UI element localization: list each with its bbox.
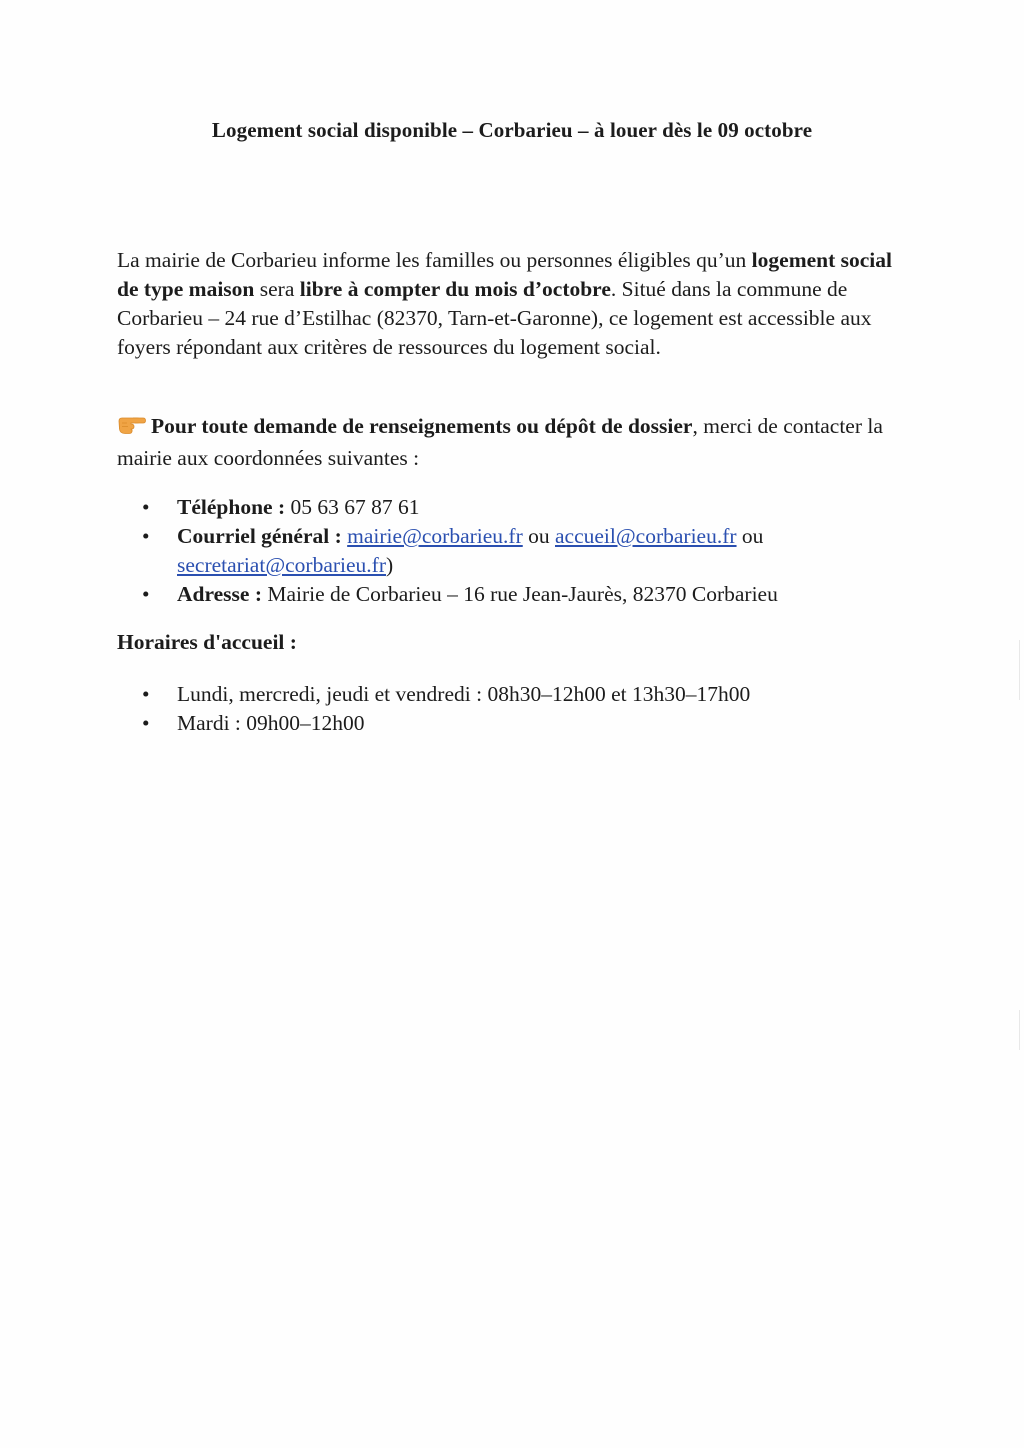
bullet: •: [142, 495, 150, 519]
hours-heading: Horaires d'accueil :: [117, 630, 297, 654]
address-label: Adresse :: [177, 582, 262, 606]
list-item-email: [117, 522, 917, 580]
email-label: Courriel général :: [177, 524, 342, 548]
email-link-secretariat[interactable]: secretariat@corbarieu.fr: [177, 553, 386, 577]
bullet: •: [142, 582, 150, 606]
bullet: •: [142, 682, 150, 706]
hours-item-tuesday: [117, 709, 917, 738]
email-link-mairie[interactable]: mairie@corbarieu.fr: [347, 524, 523, 548]
phone-label: Téléphone :: [177, 495, 286, 519]
contact-intro-paragraph: [117, 412, 917, 473]
intro-bold-availability: libre à compter du mois d’octobre: [299, 277, 611, 301]
email-link-accueil[interactable]: accueil@corbarieu.fr: [555, 524, 737, 548]
document-title: Logement social disponible – Corbarieu – à louer dès le 09 octobre: [211, 118, 813, 142]
intro-bold-housing-type: logement social de type maison: [117, 248, 892, 301]
intro-text-3: . Situé dans la commune de Corbarieu – 24 rue d’Estilhac (82370, Tarn-et-Garonne), ce logement est accessible aux foyers répondant aux critères de ressources du logement social.: [117, 277, 872, 359]
scan-edge-mark: [1019, 640, 1020, 700]
scan-edge-mark: [1019, 1010, 1020, 1050]
email-close-paren: ): [386, 553, 394, 577]
intro-text-2: sera: [254, 277, 300, 301]
hours-tuesday-text: Mardi : 09h00–12h00: [177, 711, 365, 735]
email-or-1: ou: [522, 524, 555, 548]
bullet: •: [142, 524, 150, 548]
address-value: Mairie de Corbarieu – 16 rue Jean-Jaurès, 82370 Corbarieu: [262, 582, 778, 606]
email-or-2: ou: [736, 524, 764, 548]
list-item-address: [117, 580, 917, 609]
contact-intro-text: , merci de contacter la mairie aux coordonnées suivantes :: [117, 414, 883, 470]
hours-list: [117, 680, 917, 738]
hours-item-weekdays: [117, 680, 917, 709]
intro-text-1: La mairie de Corbarieu informe les familles ou personnes éligibles qu’un: [117, 248, 752, 272]
intro-paragraph: [117, 246, 917, 362]
phone-value: 05 63 67 87 61: [285, 495, 420, 519]
contact-list: [117, 493, 917, 609]
hours-weekdays-text: Lundi, mercredi, jeudi et vendredi : 08h30–12h00 et 13h30–17h00: [177, 682, 751, 706]
bullet: •: [142, 711, 150, 735]
contact-intro-bold: Pour toute demande de renseignements ou dépôt de dossier: [151, 414, 693, 438]
list-item-phone: [117, 493, 917, 522]
pointing-hand-icon: [117, 412, 147, 444]
